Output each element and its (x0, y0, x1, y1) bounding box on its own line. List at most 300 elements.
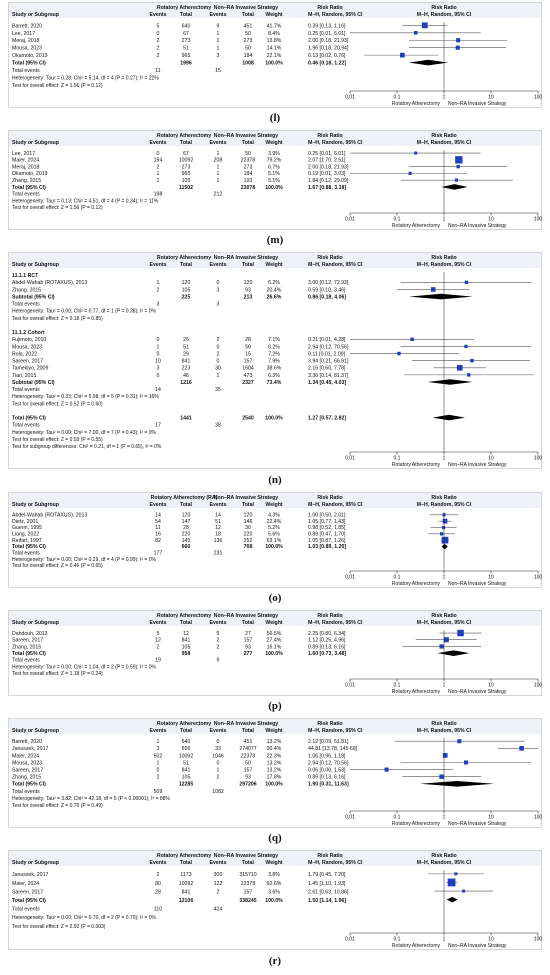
x-tick-label: 10 (488, 216, 494, 223)
total-ci: 0.46 [0.18, 1.22] (308, 60, 347, 67)
total2-col-header: Total (241, 12, 255, 18)
x-tick-label: 100 (533, 94, 542, 101)
events1-value: 0 (156, 372, 160, 379)
total-label: Total (95% CI) (12, 650, 46, 657)
events1-value: 3 (156, 365, 160, 372)
panel-label-l: (l) (269, 112, 281, 124)
study-name: Januszek, 2017 (12, 746, 49, 753)
events2-value: 9 (216, 23, 220, 30)
weight-value: 41.7% (266, 23, 282, 30)
study-square (410, 338, 413, 341)
ci-value: 0.19 [0.01, 3.03] (308, 171, 346, 178)
events1-col-header: Events (149, 140, 167, 146)
study-name: Okamoto, 2019 (12, 171, 48, 178)
risk-ratio-header: Risk Ratio (317, 495, 343, 501)
events1-value: 1 (156, 280, 160, 287)
total-ci: 1.03 [0.89, 1.20] (308, 544, 347, 551)
subtotal-weight: 26.6% (266, 294, 282, 301)
stat-note: Heterogeneity: Tau² = 0.13; Chi² = 4.51, df = 4 (P = 0.34); I² = 11% (12, 198, 159, 205)
study-square (456, 46, 460, 50)
stat-note: Test for overall effect: Z = 0.18 (P = 0.85) (12, 315, 103, 322)
events1-col-header: Events (149, 728, 167, 734)
group2-header: Non–RA Invasive Strategy (213, 5, 279, 11)
x-tick-label: 1 (442, 682, 446, 689)
total1-col-header: Total (179, 262, 193, 268)
events1-value: 54 (155, 518, 161, 525)
total-total2: 338245 (239, 897, 257, 904)
plot-subtitle: M–H, Random, 95% CI (416, 12, 472, 18)
events2-value: 5 (216, 630, 220, 637)
panel-label-n: (n) (268, 474, 282, 486)
group1-header: Rotatory Atherectomy (156, 5, 212, 11)
study-col-header: Study or Subgroup (12, 12, 59, 18)
forest-panel-p (8, 610, 542, 696)
study-square (439, 644, 443, 648)
events2-col-header: Events (209, 140, 227, 146)
events2-total: 15 (215, 68, 221, 75)
total1-value: 841 (181, 889, 191, 896)
total2-col-header: Total (241, 262, 255, 268)
study-square (465, 281, 468, 284)
study-square (455, 179, 458, 182)
study-name: Zhang, 2015 (12, 177, 42, 184)
ci-value: 2.12 [0.09, 51.81] (308, 739, 349, 746)
events2-value: 1 (216, 767, 220, 774)
ci-value: 2.94 [0.12, 70.56] (308, 344, 349, 351)
total2-value: 93 (245, 644, 251, 651)
total-total1: 958 (181, 650, 191, 657)
study-square (457, 630, 463, 636)
events2-value: 1 (216, 171, 220, 178)
x-tick-label: 100 (533, 455, 542, 462)
forest-panel-l (8, 2, 542, 108)
events-label: Total events (12, 301, 40, 308)
events2-value: 51 (215, 518, 221, 525)
events1-total: 17 (155, 422, 161, 429)
weight-value: 5.1% (268, 171, 280, 178)
events2-value: 18 (215, 531, 221, 538)
study-name: Sareen, 2017 (12, 358, 44, 365)
events-label: Total events (12, 191, 40, 198)
forest-svg (8, 2, 542, 108)
ci-value: 0.39 [0.13, 1.16] (308, 23, 346, 30)
subtotal-total1: 225 (181, 294, 191, 301)
axis-left-label: Rotatory Atherectomy (391, 462, 440, 468)
group2-header: Non–RA Invasive Strategy (213, 495, 279, 501)
total2-col-header: Total (241, 140, 255, 146)
study-square (470, 359, 474, 363)
study-square (440, 532, 443, 535)
risk-ratio-header: Risk Ratio (317, 721, 343, 727)
stat-note: Test for overall effect: Z = 2.92 (P = 0.003) (12, 923, 106, 930)
group1-header: Rotatory Atherectomy (156, 133, 212, 139)
total1-value: 841 (181, 358, 191, 365)
study-name: Zhang, 2015 (12, 287, 42, 294)
events1-value: 28 (155, 889, 161, 896)
study-name: Guerin, 1995 (12, 525, 42, 532)
total-total2: 768 (243, 544, 253, 551)
group2-header: Non–RA Invasive Strategy (213, 133, 279, 139)
total-label: Total (95% CI) (12, 184, 46, 191)
events2-value: 2 (216, 351, 220, 358)
subtotal-ci: 1.34 [0.45, 4.03] (308, 379, 347, 386)
study-col-header: Study or Subgroup (12, 140, 59, 146)
total2-value: 120 (243, 280, 253, 287)
subtotal-ci: 0.86 [0.18, 4.06] (308, 294, 347, 301)
total1-value: 10092 (178, 880, 194, 887)
events2-col-header: Events (209, 12, 227, 18)
x-tick-label: 100 (533, 216, 542, 223)
events-label: Total events (12, 550, 40, 557)
total1-value: 273 (181, 38, 191, 45)
study-square (400, 53, 405, 58)
study-square (443, 753, 448, 758)
group1-header: Rotatory Atherectomy (RA) (150, 495, 218, 501)
events1-value: 2 (156, 774, 160, 781)
weight-value: 8.4% (268, 30, 280, 37)
total1-value: 10092 (178, 157, 194, 164)
events2-value: 0 (216, 760, 220, 767)
ci-value: 1.06 [0.96, 1.18] (308, 753, 346, 760)
plot-subtitle: M–H, Random, 95% CI (416, 728, 472, 734)
events1-value: 5 (156, 23, 160, 30)
plot-subtitle: M–H, Random, 95% CI (416, 140, 472, 146)
total1-value: 51 (183, 45, 189, 52)
study-square (519, 746, 524, 751)
events2-value: 1 (216, 177, 220, 184)
group2-header: Non–RA Invasive Strategy (213, 721, 279, 727)
study-name: Tian, 2015 (12, 372, 37, 379)
events1-value: 10 (155, 358, 161, 365)
events1-total: 509 (153, 788, 163, 795)
axis-left-label: Rotatory Atherectomy (391, 223, 440, 229)
total1-col-header: Total (179, 140, 193, 146)
total2-value: 28 (245, 337, 251, 344)
axis-left-label: Rotatory Atherectomy (391, 821, 440, 827)
group1-header: Rotatory Atherectomy (156, 613, 212, 619)
events2-value: 1 (216, 38, 220, 45)
axis-right-label: Non–RA Invasive Strategy (448, 943, 507, 949)
ci-value: 44.81 [13.78, 145.69] (308, 746, 358, 753)
group2-header: Non–RA Invasive Strategy (213, 853, 279, 859)
events1-value: 3 (156, 746, 160, 753)
study-square (462, 890, 465, 893)
total-weight: 100.0% (265, 60, 283, 67)
total1-value: 120 (181, 512, 191, 519)
total2-value: 50 (245, 760, 251, 767)
group1-header: Rotatory Atherectomy (156, 853, 212, 859)
events1-value: 5 (156, 630, 160, 637)
total2-value: 1604 (242, 365, 254, 372)
group1-header: Rotatory Atherectomy (156, 721, 212, 727)
total1-value: 105 (181, 644, 191, 651)
ci-value: 0.11 [0.01, 2.09] (308, 351, 346, 358)
total2-value: 22378 (240, 880, 256, 887)
ci-value: 0.21 [0.01, 4.28] (308, 337, 346, 344)
events1-value: 0 (156, 150, 160, 157)
study-square (454, 872, 457, 875)
total2-col-header: Total (241, 502, 255, 508)
events1-value: 11 (155, 525, 161, 532)
events2-value: 3 (216, 53, 220, 60)
events1-col-header: Events (149, 262, 167, 268)
total-total2: 277 (243, 650, 253, 657)
events1-value: 2 (156, 53, 160, 60)
total1-value: 640 (181, 739, 191, 746)
total-weight: 100.0% (265, 650, 283, 657)
plot-title: Risk Ratio (431, 133, 457, 139)
risk-ratio-header: Risk Ratio (317, 5, 343, 11)
study-name: Sareen, 2017 (12, 889, 44, 896)
events1-total: 198 (153, 191, 163, 198)
ci-value: 1.05 [0.77, 1.43] (308, 518, 346, 525)
forest-panel-r (8, 850, 542, 950)
total1-value: 223 (181, 365, 191, 372)
events1-total: 14 (155, 387, 161, 394)
group2-header: Non–RA Invasive Strategy (213, 255, 279, 261)
plot-title: Risk Ratio (431, 255, 457, 261)
events-label: Total events (12, 422, 40, 429)
forest-svg (8, 850, 542, 950)
events1-value: 0 (156, 30, 160, 37)
subtotal-total2: 2327 (242, 379, 254, 386)
study-name: Mousa, 2023 (12, 45, 42, 52)
study-name: Fujimoto, 2010 (12, 337, 47, 344)
events1-value: 80 (155, 880, 161, 887)
forest-panel-m (8, 130, 542, 230)
events1-value: 1 (156, 739, 160, 746)
ci-value: 0.06 [0.00, 1.53] (308, 767, 346, 774)
weight-value: 13.2% (266, 767, 282, 774)
ci-value: 2.00 [0.18, 21.93] (308, 164, 349, 171)
total2-value: 315710 (239, 872, 257, 879)
events2-value: 3 (216, 287, 220, 294)
total1-value: 220 (181, 531, 191, 538)
study-name: Barrett, 2020 (12, 739, 42, 746)
panel-label-q: (q) (268, 832, 282, 844)
total1-value: 841 (181, 767, 191, 774)
total2-value: 22378 (240, 157, 256, 164)
total2-value: 120 (243, 512, 253, 519)
ci-col-header: M–H, Random, 95% CI (308, 140, 363, 146)
events1-col-header: Events (149, 12, 167, 18)
events2-value: 0 (216, 280, 220, 287)
ci-col-header: M–H, Random, 95% CI (308, 860, 363, 866)
study-name: Januszek, 2017 (12, 872, 49, 879)
events2-total: 424 (213, 906, 223, 913)
ci-value: 2.00 [0.18, 21.93] (308, 38, 349, 45)
panel-label-o: (o) (268, 592, 282, 604)
total1-value: 145 (181, 537, 191, 544)
subtotal-label: Subtotal (95% CI) (12, 379, 55, 386)
total-total1: 11502 (178, 184, 194, 191)
total-label: Total (95% CI) (12, 60, 46, 67)
total2-value: 15 (245, 351, 251, 358)
weight-value: 13.2% (266, 760, 282, 767)
ci-value: 2.07 [1.70, 2.51] (308, 157, 346, 164)
total1-value: 67 (183, 150, 189, 157)
study-name: Sareen, 2017 (12, 767, 44, 774)
study-name: Zhang, 2015 (12, 774, 42, 781)
subtotal-total1: 1216 (180, 379, 192, 386)
plot-title: Risk Ratio (431, 721, 457, 727)
total1-col-header: Total (179, 620, 193, 626)
events2-value: 300 (213, 872, 223, 879)
total-weight: 100.0% (265, 184, 283, 191)
forest-svg (8, 718, 542, 828)
total1-value: 105 (181, 177, 191, 184)
stat-note: Heterogeneity: Tau² = 0.00; Chi² = 1.04, df = 2 (P = 0.59); I² = 0% (12, 664, 156, 671)
x-tick-label: 10 (488, 682, 494, 689)
events1-total: 3 (156, 301, 160, 308)
total1-value: 273 (181, 164, 191, 171)
total1-value: 10092 (178, 753, 194, 760)
weight-value: 79.2% (266, 157, 282, 164)
ci-value: 0.89 [0.13, 6.16] (308, 644, 346, 651)
study-name: Lee, 2017 (12, 150, 36, 157)
subtotal-weight: 73.4% (266, 379, 282, 386)
events2-value: 12 (215, 525, 221, 532)
x-tick-label: 10 (488, 814, 494, 821)
total2-value: 220 (243, 531, 253, 538)
study-name: Reifart, 1997 (12, 537, 42, 544)
events2-total: 231 (213, 550, 223, 557)
study-square (385, 768, 389, 772)
ci-value: 1.45 [1.10, 1.93] (308, 880, 346, 887)
x-tick-label: 10 (488, 94, 494, 101)
study-square (397, 352, 400, 355)
axis-right-label: Non–RA Invasive Strategy (448, 581, 507, 587)
stat-note: Test for subgroup differences: Chi² = 0.21, df = 1 (P = 0.65), I² = 0% (12, 444, 162, 451)
plot-subtitle: M–H, Random, 95% CI (416, 502, 472, 508)
total2-value: 273 (243, 164, 253, 171)
x-tick-label: 10 (488, 574, 494, 581)
events2-value: 0 (216, 358, 220, 365)
weight-value: 4.3% (268, 512, 280, 519)
total2-value: 50 (245, 344, 251, 351)
weight-value: 6.2% (268, 344, 280, 351)
x-tick-label: 1 (442, 216, 446, 223)
weight-value: 7.2% (268, 351, 280, 358)
subtotal-label: Subtotal (95% CI) (12, 294, 55, 301)
axis-left-label: Rotatory Atherectomy (391, 581, 440, 587)
total2-col-header: Total (241, 728, 255, 734)
weight-value: 22.1% (266, 53, 282, 60)
total-label: Total (95% CI) (12, 544, 46, 551)
weight-value: 5.1% (268, 177, 280, 184)
study-square (422, 22, 428, 28)
events1-value: 2 (156, 45, 160, 52)
ci-value: 2.16 [0.60, 7.78] (308, 365, 346, 372)
total2-value: 273 (243, 38, 253, 45)
plot-subtitle: M–H, Random, 95% CI (416, 860, 472, 866)
total2-value: 30 (245, 525, 251, 532)
weight-value: 3.6% (268, 889, 280, 896)
study-name: Meraj, 2018 (12, 164, 40, 171)
x-tick-label: 1 (442, 574, 446, 581)
forest-panel-o (8, 492, 542, 588)
x-tick-label: 1 (442, 455, 446, 462)
study-square (431, 287, 436, 292)
panel-label-p: (p) (268, 700, 282, 712)
events1-value: 0 (156, 351, 160, 358)
total-total1: 12285 (178, 781, 194, 788)
total1-value: 965 (181, 171, 191, 178)
study-square (455, 156, 462, 163)
events-label: Total events (12, 68, 40, 75)
study-square (442, 537, 449, 544)
events1-value: 2 (156, 872, 160, 879)
weight-value: 20.4% (266, 287, 282, 294)
study-name: Dietz, 2001 (12, 518, 39, 525)
study-name: Abdel-Wahab (ROTAXUS), 2013 (12, 512, 88, 519)
study-square (457, 365, 463, 371)
x-tick-label: 0.1 (393, 455, 401, 462)
total-total2: 23078 (240, 184, 256, 191)
ci-value: 3.00 [0.12, 72.93] (308, 280, 349, 287)
ci-value: 1.05 [0.87, 1.26] (308, 537, 346, 544)
axis-left-label: Rotatory Atherectomy (391, 943, 440, 949)
ci-value: 3.94 [0.21, 66.91] (308, 358, 349, 365)
stat-note: Test for overall effect: Z = 0.52 (P = 0.60) (12, 401, 103, 408)
weight-value: 16.1% (266, 644, 282, 651)
study-square (464, 345, 467, 348)
events2-value: 0 (216, 739, 220, 746)
events2-value: 30 (215, 365, 221, 372)
subgroup-heading: 11.1.1 RCT (12, 273, 39, 280)
study-square (409, 172, 412, 175)
study-name: Maier, 2024 (12, 753, 40, 760)
ci-col-header: M–H, Random, 95% CI (308, 620, 363, 626)
risk-ratio-header: Risk Ratio (317, 133, 343, 139)
study-square (414, 31, 418, 35)
events2-value: 2 (216, 644, 220, 651)
total1-value: 51 (183, 344, 189, 351)
study-square (448, 879, 456, 887)
total-total1: 1996 (180, 60, 192, 67)
events2-value: 1 (216, 30, 220, 37)
events2-value: 1 (216, 45, 220, 52)
x-tick-label: 0.1 (393, 682, 401, 689)
total2-value: 451 (243, 23, 253, 30)
axis-right-label: Non–RA Invasive Strategy (448, 223, 507, 229)
stat-note: Heterogeneity: Tau² = 0.33; Chi² = 5.98, df = 5 (P = 0.31); I² = 16% (12, 394, 159, 401)
x-tick-label: 0.01 (345, 936, 355, 943)
events2-value: 1046 (212, 753, 224, 760)
total2-value: 252 (243, 537, 253, 544)
weight-col-header: Weight (265, 262, 283, 268)
group1-header: Rotatory Atherectomy (156, 255, 212, 261)
weight-value: 63.1% (266, 537, 282, 544)
weight-value: 20.4% (266, 746, 282, 753)
forest-panel-q (8, 718, 542, 828)
stat-note: Heterogeneity: Tau² = 3.82; Chi² = 42.18, df = 5 (P < 0.00001); I² = 88% (12, 795, 170, 802)
events2-total: 3 (216, 301, 220, 308)
total2-value: 93 (245, 287, 251, 294)
events-label: Total events (12, 387, 40, 394)
study-square (439, 774, 443, 778)
x-tick-label: 0.01 (345, 682, 355, 689)
total-label: Total (95% CI) (12, 781, 46, 788)
stat-note: Heterogeneity: Tau² = 0.28; Chi² = 5.14, df = 4 (P = 0.27); I² = 22% (12, 75, 159, 82)
total1-col-header: Total (179, 728, 193, 734)
total-weight: 100.0% (265, 415, 283, 422)
total2-value: 451 (243, 739, 253, 746)
x-tick-label: 100 (533, 574, 542, 581)
x-tick-label: 1 (442, 936, 446, 943)
events2-value: 1 (216, 372, 220, 379)
weight-value: 56.5% (266, 630, 282, 637)
